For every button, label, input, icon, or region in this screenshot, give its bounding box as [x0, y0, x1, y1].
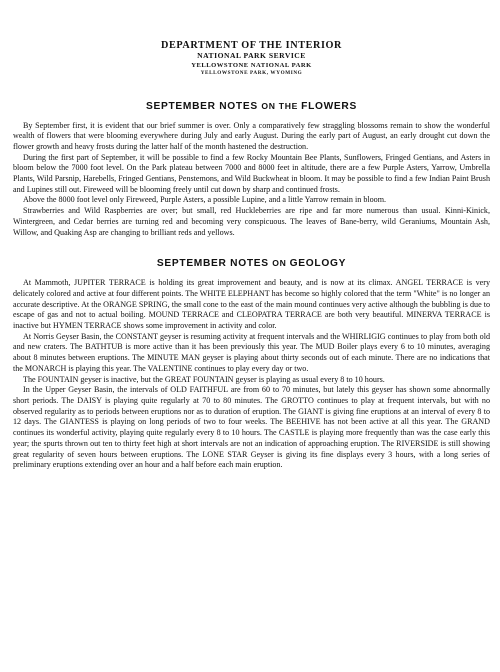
- geology-section-body: [13, 278, 490, 471]
- flowers-title-connector: ON THE: [261, 100, 302, 111]
- flowers-title-topic: FLOWERS: [301, 100, 357, 112]
- flowers-paragraph: Strawberries and Wild Raspberries are over; but small, red Huckleberries are ripe and far more numerous than usual. Kinni-Kinick, Wintergreen, and Cedar berries are turning red and becoming very conspicuous. The leaves of Bane-berry, wild Geraniums, Mountain Ash, Willow, and Quaking Asp are changing to brilliant reds and yellows.: [13, 206, 490, 237]
- geology-paragraph: At Norris Geyser Basin, the CONSTANT geyser is resuming activity at frequent intervals and the WHIRLIGIG continues to play from both old and new craters. The BATHTUB is more active than it has been previously this year. The MUD Boiler plays every 6 to 10 minutes, averaging about 8 minutes between eruptions. The MINUTE MAN geyser is playing about thirty seconds out of each minute. There are no indications that the MONARCH is playing this year. The VALENTINE continues to play every day or two.: [13, 331, 490, 373]
- geology-paragraph: In the Upper Geyser Basin, the intervals of OLD FAITHFUL are from 60 to 70 minutes, but lately this geyser has shown some abnormally short periods. The DAISY is playing quite regularly at 70 to 80 minutes. The GROTTO continues to play at frequent intervals, but with no observed regularity as to periods between eruptions nor as to duration of eruption. The GIANT is giving fine eruptions at an interval of every 8 to 12 days. The GIANTESS is playing on long periods of two to four weeks. The BEEHIVE has not been active at all this year. The GRAND continues its wonderful activity, playing quite regularly every 8 to 10 hours. The CASTLE is playing more frequently than was the case early this year; the spurts thrown out ten to thirty feet high at short intervals are not an indication of approaching eruption. The RIVERSIDE is still showing great regularity of seven hours between eruptions. The LONE STAR Geyser is giving its fine displays every 3 hours, with a long series of preliminary eruptions extending over an hour and a half before each main eruption.: [13, 385, 490, 470]
- flowers-section-body: [13, 121, 490, 239]
- park-name: YELLOWSTONE NATIONAL PARK: [191, 61, 312, 69]
- geology-paragraph: The FOUNTAIN geyser is inactive, but the GREAT FOUNTAIN geyser is playing as usual every 8 to 10 hours.: [23, 374, 385, 384]
- flowers-paragraph: During the first part of September, it will be possible to find a few Rocky Mountain Bee Plants, Sunflowers, Fringed Gentians, and Asters in bloom below the 7000 foot level. On the Park plateau between 7000 and 8000 feet in altitude, there are a few Purple Asters, Yarrow, Umbrella Plants, Wild Parsnip, Harebells, Fringed Gentians, Penstemons, and Wild Buckwheat in bloom. It may be possible to find a few Indian Paint Brush and Lupines still out. Fireweed will be blooming freely until cut down by sharp and continued frosts.: [13, 152, 490, 194]
- flowers-section-title: [13, 101, 490, 112]
- geology-title-main: SEPTEMBER NOTES: [156, 258, 273, 270]
- flowers-title-main: SEPTEMBER NOTES: [146, 100, 262, 112]
- letterhead: [13, 0, 490, 77]
- flowers-paragraph: By September first, it is evident that our brief summer is over. Only a comparatively few straggling blossoms remain to show the wonderful wealth of flowers that were blooming everywhere during July and early August. During the early part of August, an early drought cut down the flower growth and heavy frosts during the latter half of the month hastened the destruction.: [13, 120, 490, 151]
- service-name: NATIONAL PARK SERVICE: [197, 51, 306, 61]
- department-name: DEPARTMENT OF THE INTERIOR: [160, 40, 342, 51]
- geology-paragraph: At Mammoth, JUPITER TERRACE is holding its great improvement and beauty, and is now at its climax. ANGEL TERRACE is very delicately colored and active at four different points. The WHITE ELEPHANT has become so highly colored that the term "White" is no longer an accurate descriptive. At the ORANGE SPRING, the small cone to the east of the main mound continues very active although the bubbling is due to escape of gas and not to actual boiling. MOUND TERRACE and CLEOPATRA TERRACE are both very beautiful. MINERVA TERRACE is inactive but HYMEN TERRACE shows some improvement in activity and color.: [13, 278, 490, 331]
- geology-title-connector: ON: [272, 258, 290, 269]
- park-location: YELLOWSTONE PARK, WYOMING: [200, 69, 303, 76]
- geology-section-title: [13, 258, 490, 269]
- flowers-paragraph: Above the 8000 foot level only Fireweed, Purple Asters, a possible Lupine, and a little Yarrow remain in bloom.: [23, 195, 387, 205]
- geology-title-topic: GEOLOGY: [289, 258, 347, 270]
